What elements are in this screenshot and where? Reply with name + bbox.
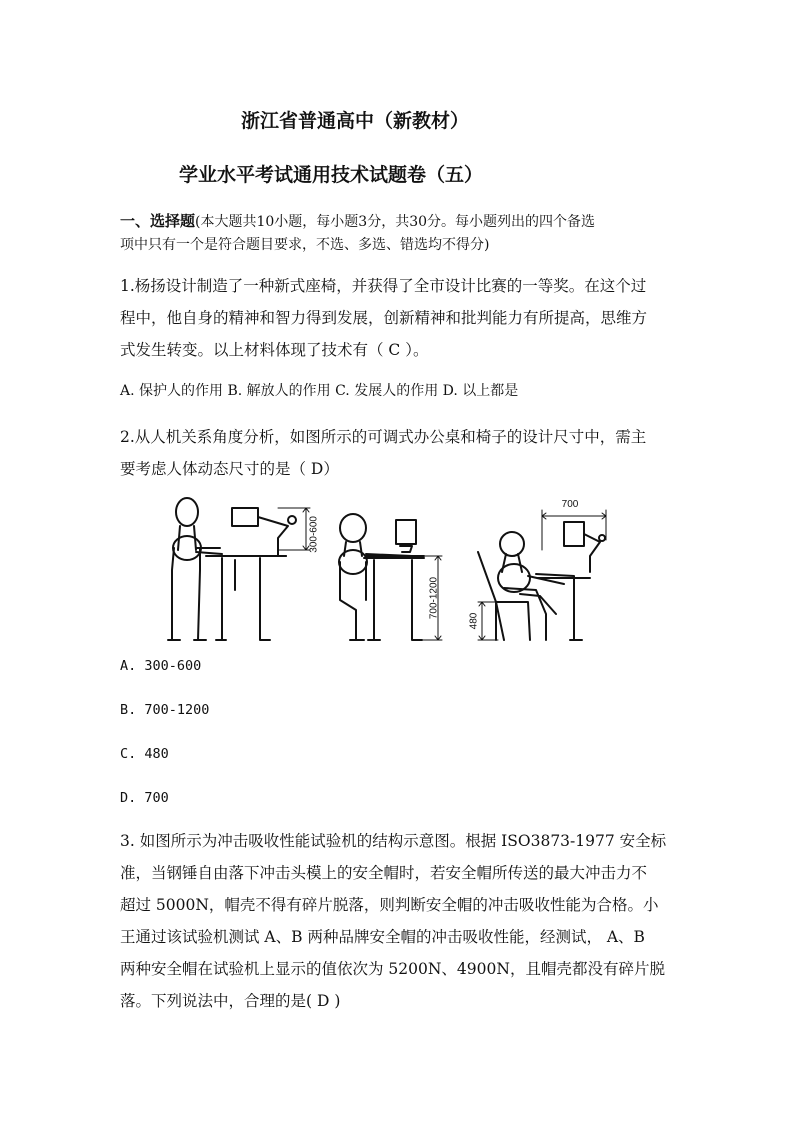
question-2-option-a: A. 300-600 <box>120 658 202 674</box>
question-2-option-d: D. 700 <box>120 790 169 806</box>
label-480: 480 <box>468 612 480 630</box>
title-line-1: 浙江省普通高中（新教材） <box>241 110 470 132</box>
question-1-line: 程中，他自身的精神和智力得到发展，创新精神和批判能力有所提高，思维方 <box>120 309 648 327</box>
desk-panel <box>339 514 424 640</box>
section-note-line-2: 项中只有一个是符合题目要求，不选、多选、错选均不得分) <box>120 237 490 253</box>
section-heading: 一、选择题 <box>120 212 196 230</box>
dimension-700 <box>542 510 606 550</box>
question-3-line: 准，当钢锤自由落下冲击头模上的安全帽时，若安全帽所传送的最大冲击力不 <box>120 864 648 882</box>
question-1-text <box>120 270 647 366</box>
title-line-2: 学业水平考试通用技术试题卷（五） <box>179 164 484 186</box>
question-3-line: 超过 5000N，帽壳不得有碎片脱落，则判断安全帽的冲击吸收性能为合格。小 <box>120 896 659 914</box>
question-1-options: A. 保护人的作用 B. 解放人的作用 C. 发展人的作用 D. 以上都是 <box>120 383 519 399</box>
dimension-300-600 <box>278 508 310 550</box>
question-2-option-b: B. 700-1200 <box>120 702 210 718</box>
label-700: 700 <box>561 499 579 510</box>
section-note-line-1: (本大题共10小题，每小题3分，共30分。每小题列出的四个备选 <box>195 214 596 230</box>
desk-chair-figure <box>160 490 620 650</box>
question-3-line: 王通过该试验机测试 A、B 两种品牌安全帽的冲击吸收性能，经测试， A、B <box>120 928 645 946</box>
section-header <box>120 210 595 231</box>
question-3-line: 落。下列说法中，合理的是( D ) <box>120 992 341 1010</box>
label-700-1200: 700-1200 <box>428 576 440 620</box>
question-1-line: 式发生转变。以上材料体现了技术有（ C ）。 <box>120 341 429 359</box>
question-2-option-c: C. 480 <box>120 746 169 762</box>
question-3-line: 两种安全帽在试验机上显示的值依次为 5200N、4900N，且帽壳都没有碎片脱 <box>120 960 665 978</box>
question-3-text <box>120 825 666 1017</box>
standing-person-panel <box>168 498 296 640</box>
question-3-line: 3. 如图所示为冲击吸收性能试验机的结构示意图。根据 ISO3873-1977 安全标 <box>120 832 667 850</box>
question-2-line: 2.从人机关系角度分析，如图所示的可调式办公桌和椅子的设计尺寸中，需主 <box>120 428 647 446</box>
question-1-line: 1.杨扬设计制造了一种新式座椅，并获得了全市设计比赛的一等奖。在这个过 <box>120 277 647 295</box>
label-300-600: 300-600 <box>308 516 320 553</box>
question-2-text <box>120 421 646 485</box>
question-2-line: 要考虑人体动态尺寸的是（ D） <box>120 460 339 478</box>
